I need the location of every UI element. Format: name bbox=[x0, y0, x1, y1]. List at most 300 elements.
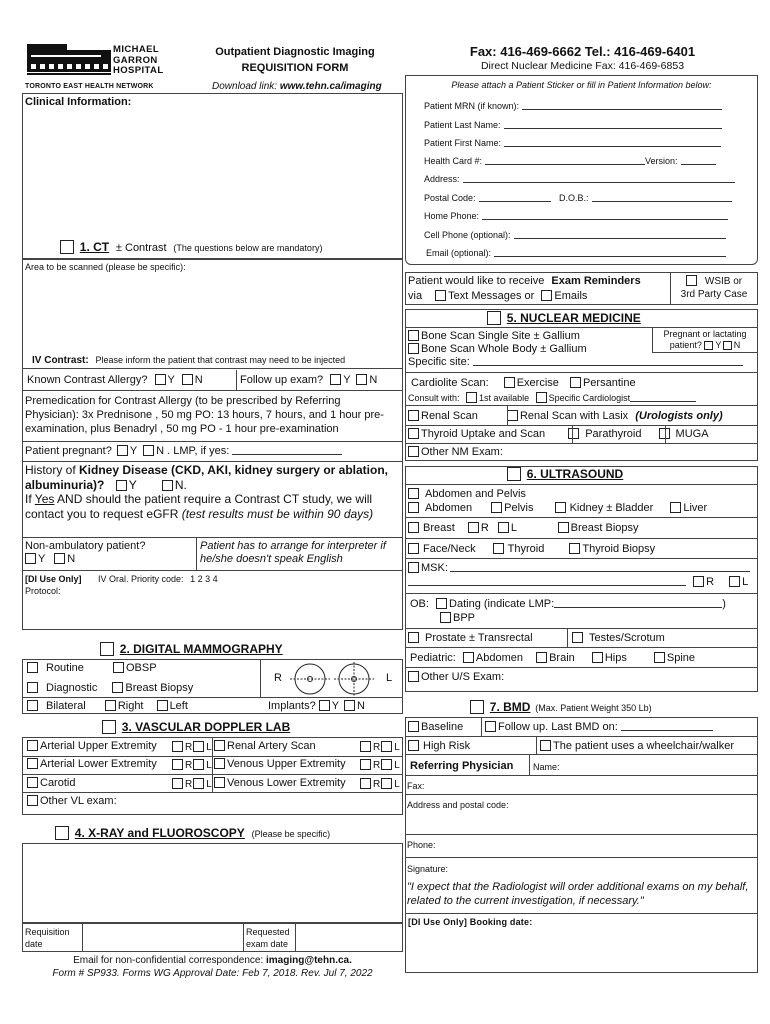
mammo-header bbox=[100, 642, 283, 656]
r-label: R bbox=[185, 760, 193, 771]
form-title: Outpatient Diagnostic Imaging bbox=[215, 46, 375, 58]
first-available-label: 1st available bbox=[479, 393, 530, 403]
cardiolite-row bbox=[411, 377, 636, 389]
other-nm-row bbox=[408, 446, 503, 458]
bpp-row bbox=[440, 612, 475, 624]
last-name-row bbox=[424, 119, 722, 130]
hospital-logo bbox=[27, 44, 111, 78]
us-breast-label: Breast bbox=[423, 522, 455, 534]
pregnant-lactating-label: Pregnant or lactating bbox=[663, 329, 747, 339]
persantine-checkbox[interactable] bbox=[570, 377, 581, 388]
msk-row bbox=[408, 562, 750, 574]
wheelchair-row bbox=[540, 740, 734, 752]
baseline-checkbox[interactable] bbox=[408, 721, 419, 732]
venous-lower-checkbox[interactable] bbox=[214, 777, 225, 788]
dating-label: Dating (indicate LMP: bbox=[449, 598, 555, 610]
kidney-yes: Yes bbox=[34, 492, 55, 506]
prostate-row bbox=[408, 632, 533, 644]
xray-note: (Please be specific) bbox=[251, 829, 331, 839]
bilateral-checkbox[interactable] bbox=[27, 700, 38, 711]
referring-fax-label: Fax: bbox=[407, 781, 425, 791]
specific-site-row bbox=[408, 356, 743, 368]
nonamb-y-checkbox[interactable] bbox=[25, 553, 36, 564]
nm-fax: Direct Nuclear Medicine Fax: 416-469-6853 bbox=[480, 60, 685, 72]
parathyroid-checkbox[interactable] bbox=[568, 428, 579, 439]
nm-header bbox=[487, 311, 641, 325]
spine-label: Spine bbox=[666, 652, 696, 664]
rl-group bbox=[360, 778, 400, 790]
lmp-field[interactable] bbox=[232, 445, 342, 455]
download-link[interactable]: www.tehn.ca/imaging bbox=[279, 81, 382, 92]
thyroid-uptake-checkbox[interactable] bbox=[408, 428, 419, 439]
ped-abdomen-label: Abdomen bbox=[475, 652, 524, 664]
clinical-info-box[interactable] bbox=[22, 93, 403, 259]
di-use-row bbox=[25, 574, 218, 584]
y-label: Y bbox=[343, 374, 351, 386]
other-nm-checkbox[interactable] bbox=[408, 446, 419, 457]
radiologist-statement: "I expect that the Radiologist will order additional exams on my behalf, related to the current investigation, if necessary." bbox=[407, 881, 749, 907]
patient-instruction: Please attach a Patient Sticker or fill in Patient Information below: bbox=[451, 80, 712, 90]
y-label: Y bbox=[129, 445, 138, 457]
liver-checkbox[interactable] bbox=[670, 502, 681, 513]
specific-cardiologist-checkbox[interactable] bbox=[536, 392, 547, 403]
nonambulatory-label: Non-ambulatory patient? bbox=[25, 540, 146, 552]
wheelchair-checkbox[interactable] bbox=[540, 740, 551, 751]
high-risk-row bbox=[408, 740, 470, 752]
home-phone-field[interactable] bbox=[482, 210, 728, 220]
other-us-row bbox=[408, 671, 504, 683]
iv-contrast-row bbox=[32, 355, 345, 366]
ped-abdomen-checkbox[interactable] bbox=[463, 652, 474, 663]
bmd-header bbox=[470, 700, 652, 714]
first-name-field[interactable] bbox=[504, 137, 721, 147]
pediatric-row bbox=[410, 652, 695, 664]
text-messages-label: Text Messages or bbox=[448, 290, 535, 302]
implants-label: Implants? bbox=[268, 700, 316, 712]
booking-date-label: [DI Use Only] Booking date: bbox=[408, 917, 533, 927]
us-breast-biopsy-checkbox[interactable] bbox=[558, 522, 569, 533]
dating-close: ) bbox=[722, 598, 726, 610]
kidney-prefix: History of bbox=[25, 463, 80, 477]
spine-checkbox[interactable] bbox=[654, 652, 665, 663]
ct-checkbox[interactable] bbox=[60, 240, 74, 254]
bone-whole-checkbox[interactable] bbox=[408, 343, 419, 354]
pelvis-label: Pelvis bbox=[504, 502, 534, 514]
y-label: Y bbox=[167, 374, 175, 386]
right-checkbox[interactable] bbox=[105, 700, 116, 711]
pregnant-n-checkbox[interactable] bbox=[143, 445, 154, 456]
cell-phone-field[interactable] bbox=[514, 229, 726, 239]
implants-y-checkbox[interactable] bbox=[319, 700, 330, 711]
bmd-title: 7. BMD bbox=[489, 700, 531, 714]
iv-oral-label: IV Oral. Priority code: bbox=[98, 574, 184, 584]
cell-phone-label: Cell Phone (optional): bbox=[424, 230, 511, 240]
vascular-row bbox=[27, 758, 157, 770]
kidney-y-checkbox[interactable] bbox=[116, 480, 127, 491]
kidney-n-checkbox[interactable] bbox=[162, 480, 173, 491]
bmd-note: (Max. Patient Weight 350 Lb) bbox=[535, 703, 652, 713]
kidney-bladder-label: Kidney ± Bladder bbox=[569, 502, 654, 514]
allergy-label: Known Contrast Allergy? bbox=[27, 374, 148, 386]
exercise-checkbox[interactable] bbox=[504, 377, 515, 388]
renal-scan-checkbox[interactable] bbox=[408, 410, 419, 421]
email-row bbox=[426, 247, 726, 258]
brain-label: Brain bbox=[549, 652, 575, 664]
priority-codes: 1 2 3 4 bbox=[190, 574, 218, 584]
bpp-label: BPP bbox=[453, 612, 476, 624]
routine-checkbox[interactable] bbox=[27, 662, 38, 673]
allergy-n-checkbox[interactable] bbox=[182, 374, 193, 385]
obsp-label: OBSP bbox=[125, 662, 157, 674]
followup-n-checkbox[interactable] bbox=[356, 374, 367, 385]
rl-group bbox=[172, 778, 212, 790]
requisition-date-label: Requisition date bbox=[25, 927, 70, 949]
r-label: R bbox=[480, 522, 489, 534]
postal-code-field[interactable] bbox=[479, 192, 551, 202]
clinical-info-label: Clinical Information: bbox=[25, 96, 132, 108]
dob-label: D.O.B.: bbox=[559, 193, 589, 203]
us-breast-checkbox[interactable] bbox=[408, 522, 419, 533]
r-label: R bbox=[185, 779, 193, 790]
di-use-label: [DI Use Only] bbox=[25, 574, 82, 584]
arterial-upper-checkbox[interactable] bbox=[27, 740, 38, 751]
nm-checkbox[interactable] bbox=[487, 311, 501, 325]
vascular-title: 3. VASCULAR DOPPLER LAB bbox=[121, 720, 291, 734]
abdomen-checkbox[interactable] bbox=[408, 502, 419, 513]
consult-row bbox=[408, 392, 696, 403]
third-party-label: 3rd Party Case bbox=[680, 289, 748, 300]
reminders-text bbox=[408, 274, 668, 304]
testes-checkbox[interactable] bbox=[572, 632, 583, 643]
rl-group bbox=[360, 741, 400, 753]
bmd-followup-row bbox=[485, 721, 713, 733]
dob-field[interactable] bbox=[592, 192, 732, 202]
renal-artery-label: Renal Artery Scan bbox=[227, 740, 316, 752]
renal-artery-checkbox[interactable] bbox=[214, 740, 225, 751]
thyroid-biopsy-checkbox[interactable] bbox=[569, 543, 580, 554]
us-thyroid-checkbox[interactable] bbox=[493, 543, 504, 554]
ob-label: OB: bbox=[410, 598, 429, 610]
r-checkbox[interactable] bbox=[172, 778, 183, 789]
bone-single-label: Bone Scan Single Site ± Gallium bbox=[421, 330, 580, 342]
lmp-label: . LMP, if yes: bbox=[167, 445, 230, 457]
bone-single-checkbox[interactable] bbox=[408, 330, 419, 341]
left-label: Left bbox=[169, 700, 188, 712]
carotid-label: Carotid bbox=[40, 777, 76, 789]
implants-row bbox=[268, 700, 365, 712]
followup-row bbox=[240, 374, 377, 386]
us-thyroid-label: Thyroid bbox=[507, 543, 545, 555]
kidney-italic: (test results must be within 90 days) bbox=[181, 506, 374, 521]
ct-area-label: Area to be scanned (please be specific): bbox=[25, 262, 186, 272]
arterial-upper-label: Arterial Upper Extremity bbox=[40, 740, 157, 752]
abd-pelvis-checkbox[interactable] bbox=[408, 488, 419, 499]
mammo-row-3 bbox=[27, 700, 188, 712]
pregnant-patient-label: patient? bbox=[669, 340, 702, 350]
last-name-field[interactable] bbox=[504, 119, 722, 129]
thyroid-uptake-label: Thyroid Uptake and Scan bbox=[421, 428, 546, 440]
n-label: N bbox=[67, 553, 76, 565]
version-field[interactable] bbox=[681, 155, 716, 165]
bmd-checkbox[interactable] bbox=[470, 700, 484, 714]
health-card-row bbox=[424, 155, 716, 166]
abdomen-row bbox=[408, 502, 707, 514]
cardiolite-label: Cardiolite Scan: bbox=[411, 377, 489, 389]
interpreter-note: Patient has to arrange for interpreter if he/she doesn't speak English bbox=[200, 540, 386, 565]
home-phone-row bbox=[424, 210, 728, 221]
l-checkbox[interactable] bbox=[381, 778, 392, 789]
us-breast-biopsy-label: Breast Biopsy bbox=[570, 522, 639, 534]
l-label: L bbox=[206, 742, 212, 753]
mammo-r-label: R bbox=[274, 672, 282, 684]
bpp-checkbox[interactable] bbox=[440, 612, 451, 623]
footer-email-link[interactable]: imaging@tehn.ca. bbox=[266, 955, 352, 966]
vascular-checkbox[interactable] bbox=[102, 720, 116, 734]
l-label: L bbox=[742, 576, 749, 588]
other-vl-checkbox[interactable] bbox=[27, 795, 38, 806]
pediatric-label: Pediatric: bbox=[410, 652, 456, 664]
l-label: L bbox=[206, 779, 212, 790]
baseline-label: Baseline bbox=[421, 721, 464, 733]
requested-date-label: Requested exam date bbox=[246, 927, 290, 949]
obsp-checkbox[interactable] bbox=[113, 662, 124, 673]
kidney-history bbox=[25, 463, 397, 521]
hospital-logo-icon bbox=[27, 44, 111, 78]
referring-address-label: Address and postal code: bbox=[407, 800, 509, 810]
breast-biopsy-checkbox[interactable] bbox=[112, 682, 123, 693]
carotid-checkbox[interactable] bbox=[27, 777, 38, 788]
specific-site-field[interactable] bbox=[473, 356, 743, 366]
r-checkbox[interactable] bbox=[360, 741, 371, 752]
r-checkbox[interactable] bbox=[360, 759, 371, 770]
text-messages-checkbox[interactable] bbox=[435, 290, 446, 301]
last-name-label: Patient Last Name: bbox=[424, 120, 501, 130]
baseline-row bbox=[408, 721, 463, 733]
r-checkbox[interactable] bbox=[172, 759, 183, 770]
thyroid-biopsy-label: Thyroid Biopsy bbox=[582, 543, 656, 555]
us-header bbox=[507, 467, 623, 481]
dating-checkbox[interactable] bbox=[436, 598, 447, 609]
y-label: Y bbox=[715, 340, 722, 350]
emails-label: Emails bbox=[554, 290, 588, 302]
ct-note: (The questions below are mandatory) bbox=[173, 243, 323, 253]
postal-dob-row bbox=[424, 192, 732, 203]
high-risk-label: High Risk bbox=[423, 740, 471, 752]
l-label: L bbox=[206, 760, 212, 771]
msk-field[interactable] bbox=[450, 562, 750, 572]
r-label: R bbox=[373, 779, 381, 790]
other-vl-label: Other VL exam: bbox=[40, 795, 117, 807]
implants-n-checkbox[interactable] bbox=[344, 700, 355, 711]
form-number: Form # SP933. Forms WG Approval Date: Feb 7, 2018. Rev. Jul 7, 2022 bbox=[52, 968, 373, 979]
face-neck-row bbox=[408, 543, 655, 555]
footer-email-line bbox=[22, 955, 403, 966]
network-name: TORONTO EAST HEALTH NETWORK bbox=[25, 83, 154, 90]
nm-pregnant-y-checkbox[interactable] bbox=[704, 341, 713, 350]
y-label: Y bbox=[331, 700, 339, 712]
y-label: Y bbox=[38, 553, 46, 565]
abd-pelvis-label: Abdomen and Pelvis bbox=[425, 488, 526, 500]
muga-label: MUGA bbox=[675, 428, 709, 440]
via-label: via bbox=[408, 290, 423, 302]
n-label: N bbox=[156, 445, 165, 457]
pregnant-nm-block bbox=[652, 329, 758, 351]
specific-cardiologist-label: Specific Cardiologist bbox=[548, 393, 631, 403]
hospital-name-line: MICHAEL bbox=[113, 44, 160, 55]
hips-label: Hips bbox=[604, 652, 627, 664]
breast-biopsy-label: Breast Biopsy bbox=[125, 682, 194, 694]
pregnant-y-checkbox[interactable] bbox=[117, 445, 128, 456]
urologists-note: (Urologists only) bbox=[635, 410, 723, 422]
wheelchair-label: The patient uses a wheelchair/walker bbox=[553, 740, 734, 752]
r-checkbox[interactable] bbox=[360, 778, 371, 789]
us-title: 6. ULTRASOUND bbox=[526, 467, 624, 481]
arterial-lower-checkbox[interactable] bbox=[27, 758, 38, 769]
ct-title: 1. CT bbox=[79, 240, 110, 254]
nonambulatory-block bbox=[25, 540, 145, 565]
vascular-row bbox=[214, 758, 346, 770]
face-neck-checkbox[interactable] bbox=[408, 543, 419, 554]
wsib-checkbox[interactable] bbox=[686, 275, 697, 286]
address-field[interactable] bbox=[463, 173, 735, 183]
msk-label: MSK: bbox=[421, 562, 448, 574]
brain-checkbox[interactable] bbox=[536, 652, 547, 663]
breast-diagram-icon bbox=[290, 662, 374, 696]
liver-label: Liver bbox=[683, 502, 708, 514]
address-row bbox=[424, 173, 735, 184]
xray-checkbox[interactable] bbox=[55, 826, 69, 840]
email-field[interactable] bbox=[494, 247, 726, 257]
emails-checkbox[interactable] bbox=[541, 290, 552, 301]
fax-tel: Fax: 416-469-6662 Tel.: 416-469-6401 bbox=[469, 44, 696, 59]
ct-contrast: ± Contrast bbox=[115, 242, 167, 254]
pelvis-checkbox[interactable] bbox=[491, 502, 502, 513]
n-label: N bbox=[194, 374, 203, 386]
r-label: R bbox=[373, 742, 381, 753]
mammo-l-label: L bbox=[386, 672, 393, 684]
prostate-checkbox[interactable] bbox=[408, 632, 419, 643]
hips-checkbox[interactable] bbox=[592, 652, 603, 663]
us-breast-l-checkbox[interactable] bbox=[498, 522, 509, 533]
right-label: Right bbox=[117, 700, 144, 712]
hospital-name bbox=[113, 45, 164, 77]
l-checkbox[interactable] bbox=[193, 741, 204, 752]
vascular-row bbox=[214, 777, 346, 789]
mammo-title: 2. DIGITAL MAMMOGRAPHY bbox=[119, 642, 283, 656]
bilateral-label: Bilateral bbox=[46, 700, 86, 712]
other-nm-label: Other NM Exam: bbox=[421, 446, 503, 458]
mrn-field[interactable] bbox=[522, 100, 722, 110]
n-label: N bbox=[369, 374, 378, 386]
xray-title: 4. X-RAY and FLUOROSCOPY bbox=[74, 826, 245, 840]
allergy-y-checkbox[interactable] bbox=[155, 374, 166, 385]
vascular-header bbox=[102, 720, 290, 734]
mrn-row bbox=[424, 100, 722, 111]
cardiologist-field[interactable] bbox=[630, 392, 696, 402]
reminders-line: Patient would like to receive bbox=[408, 275, 545, 287]
breast-diagram bbox=[290, 662, 374, 699]
protocol-label: Protocol: bbox=[25, 586, 61, 596]
lmp-date-field[interactable] bbox=[554, 598, 722, 608]
vascular-row bbox=[27, 740, 157, 752]
iv-contrast-label: IV Contrast: bbox=[32, 355, 89, 366]
kidney-if: If bbox=[25, 492, 35, 506]
msk-rl-row bbox=[408, 576, 748, 588]
l-checkbox[interactable] bbox=[381, 741, 392, 752]
nonamb-n-checkbox[interactable] bbox=[54, 553, 65, 564]
l-checkbox[interactable] bbox=[193, 778, 204, 789]
xray-section[interactable] bbox=[22, 843, 403, 923]
msk-checkbox[interactable] bbox=[408, 562, 419, 573]
routine-label: Routine bbox=[46, 662, 84, 674]
testes-row bbox=[572, 632, 665, 644]
l-checkbox[interactable] bbox=[193, 759, 204, 770]
left-checkbox[interactable] bbox=[157, 700, 168, 711]
other-us-checkbox[interactable] bbox=[408, 671, 419, 682]
signature-label: Signature: bbox=[407, 864, 449, 874]
diagnostic-checkbox[interactable] bbox=[27, 682, 38, 693]
n-label: N. bbox=[174, 477, 187, 492]
nm-pregnant-n-checkbox[interactable] bbox=[723, 341, 732, 350]
msk-r-checkbox[interactable] bbox=[693, 576, 704, 587]
referring-name-label: Name: bbox=[533, 762, 560, 772]
hospital-name-line: HOSPITAL bbox=[113, 65, 164, 76]
rl-group bbox=[172, 759, 212, 771]
abdomen-label: Abdomen bbox=[425, 502, 473, 514]
r-label: R bbox=[706, 576, 715, 588]
kidney-bladder-checkbox[interactable] bbox=[555, 502, 566, 513]
l-label: L bbox=[394, 779, 400, 790]
venous-upper-checkbox[interactable] bbox=[214, 758, 225, 769]
cell-phone-row bbox=[424, 229, 726, 240]
first-available-checkbox[interactable] bbox=[466, 392, 477, 403]
followup-label: Follow up exam? bbox=[240, 374, 324, 386]
r-checkbox[interactable] bbox=[172, 741, 183, 752]
prostate-label: Prostate ± Transrectal bbox=[425, 632, 533, 644]
msk-field-2[interactable] bbox=[408, 576, 686, 586]
testes-label: Testes/Scrotum bbox=[589, 632, 665, 644]
consult-label: Consult with: bbox=[408, 393, 460, 403]
renal-lasix-checkbox[interactable] bbox=[507, 410, 518, 421]
referring-phone-label: Phone: bbox=[407, 840, 436, 850]
bone-whole-label: Bone Scan Whole Body ± Gallium bbox=[421, 343, 587, 355]
renal-scan-label: Renal Scan bbox=[421, 410, 478, 422]
premedication-text: Premedication for Contrast Allergy (to be prescribed by Referring Physician): 3x Prednisone , 50 mg PO: 13 hours, 7 hours, and 1 hour pre-examination, plus Benadryl , 50 mg PO - 1 hour pre-examination bbox=[25, 395, 384, 435]
venous-upper-label: Venous Upper Extremity bbox=[227, 758, 346, 770]
l-label: L bbox=[394, 742, 400, 753]
bone-single-row bbox=[408, 330, 580, 342]
us-checkbox[interactable] bbox=[507, 467, 521, 481]
us-breast-r-checkbox[interactable] bbox=[468, 522, 479, 533]
last-bmd-field[interactable] bbox=[621, 721, 713, 731]
other-vl-row bbox=[27, 795, 117, 807]
health-card-field[interactable] bbox=[485, 155, 645, 165]
r-label: R bbox=[373, 760, 381, 771]
pregnant-row bbox=[25, 445, 342, 457]
rl-group bbox=[360, 759, 400, 771]
high-risk-checkbox[interactable] bbox=[408, 740, 419, 751]
bmd-followup-checkbox[interactable] bbox=[485, 721, 496, 732]
first-name-row bbox=[424, 137, 721, 148]
l-checkbox[interactable] bbox=[381, 759, 392, 770]
mammo-checkbox[interactable] bbox=[100, 642, 114, 656]
followup-y-checkbox[interactable] bbox=[330, 374, 341, 385]
ct-header bbox=[60, 240, 322, 254]
kidney-question: Kidney Disease (CKD, AKI, kidney surgery or ablation, albuminuria)? bbox=[25, 463, 388, 492]
msk-l-checkbox[interactable] bbox=[729, 576, 740, 587]
mammo-row-2 bbox=[27, 682, 193, 694]
referring-label: Referring Physician bbox=[410, 760, 514, 772]
